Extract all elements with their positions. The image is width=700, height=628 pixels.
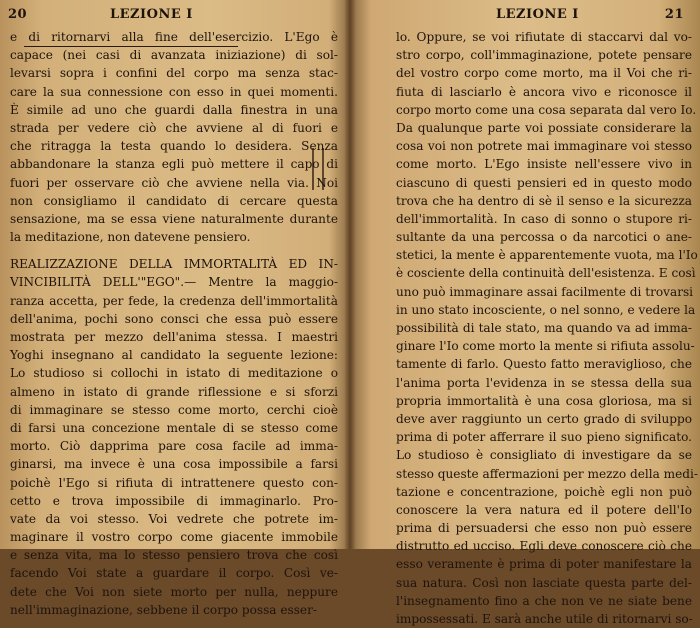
text-line: sensazione, ma se essa viene naturalmente durante [10, 211, 338, 226]
left-page [0, 0, 344, 617]
right-page-text [396, 28, 698, 628]
text-line: che ritragga la testa quando lo desidera. Senza [10, 139, 338, 154]
text-line: distrutto ed ucciso. Egli deve conoscere ciò che [396, 539, 692, 554]
text-line: strada per vedere ciò che avviene al di fuori e [10, 120, 338, 135]
text-line: l'insegnamento fino a che non ve ne siate bene [396, 593, 692, 608]
text-line: l'anima porta l'evidenza in se stessa della sua [396, 375, 692, 390]
text-line: abbandonare la stanza egli può mettere il capo di [10, 157, 338, 172]
text-line: la meditazione, non datevene pensiero. [10, 230, 251, 245]
text-line: dell'immortalità. In caso di sonno o stupore ri- [396, 211, 692, 226]
text-line: levarsi sopra i confini del corpo ma senza stac- [10, 66, 338, 81]
text-line: morto. Ciò dapprima pare cosa facile ad imma- [10, 439, 338, 454]
text-line: deve aver raggiunto un certo grado di sviluppo [396, 411, 692, 426]
text-line: poichè l'Ego si rifiuta di intrattenere questo con- [10, 475, 338, 490]
text-line: del vostro corpo come morto, ma il Voi che ri- [396, 66, 692, 81]
text-line: mostrata per mezzo dell'anima stessa. I maestri [10, 330, 338, 344]
text-line: propria immortalità è una cosa gloriosa, ma si [396, 393, 692, 408]
right-page-header [356, 6, 700, 24]
text-line: cetto e trova impossibile di immaginarlo. Pro- [10, 493, 338, 508]
text-line: nell'immaginazione, sebbene il corpo possa esser- [10, 602, 317, 617]
text-line: ciascuno di questi pensieri ed in questo modo [396, 175, 692, 190]
left-page-header [0, 6, 344, 24]
text-line: possibilità di tale stato, ma quando va ad imma- [396, 321, 692, 335]
text-line: facendo Voi state a guardare il corpo. Così ve- [10, 566, 338, 581]
text-line: e di ritornarvi alla fine dell'esercizio. L'Ego è [10, 30, 338, 44]
text-line: esso veramente è prima di poter manifestare la [396, 557, 692, 572]
text-line: fuori per osservare ciò che avviene nella via. Noi [10, 175, 338, 190]
text-line: sultante da una percossa o da narcotici o ane- [396, 230, 692, 245]
text-line: ginare l'Io come morto la mente si rifiuta assolu- [396, 339, 695, 354]
text-line: uno può immaginare assai facilmente di trovarsi [396, 284, 694, 299]
text-line: conoscere la vera natura ed il potere dell'Io [396, 502, 692, 517]
text-line: corpo morto come una cosa separata dal vero Io. [396, 102, 697, 117]
text-line: ranza accetta, per fede, la credenza dell'immortalità [10, 293, 338, 308]
text-line: stesso queste affermazioni per mezzo della medi- [396, 466, 698, 481]
text-line: tazione e concentrazione, poichè egli non può [396, 484, 692, 499]
text-line: tamente di farlo. Questo fatto meraviglioso, che [396, 357, 692, 372]
text-line: care la sua connessione con esso in quei momenti. [10, 84, 338, 99]
text-line: trova che ha dentro di sè il senso e la sicurezza [396, 193, 692, 208]
text-line: vate da voi stesso. Voi vedrete che potrete im- [10, 511, 338, 526]
text-line: è cosciente della continuità dell'esistenza. E così [396, 266, 696, 281]
text-line: REALIZZAZIONE DELLA IMMORTALITÀ ED IN- [10, 257, 338, 272]
text-line: dell'anima, pochi sono consci che essa può essere [10, 311, 338, 326]
text-line: stro corpo, coll'immaginazione, potete pensare [396, 48, 692, 63]
text-line: Lo studioso si collochi in istato di meditazione o [10, 366, 338, 381]
text-line: lo. Oppure, se voi rifiutate di staccarvi dal vo- [396, 30, 692, 44]
text-line: sua natura. Così non lasciate questa parte del- [396, 575, 692, 590]
text-line: dete che Voi non siete morto per nulla, neppure [10, 584, 338, 599]
text-line: almeno in istato di grande riflessione e si sforzi [10, 384, 338, 399]
text-line: Lo studioso è consigliato di investigare da se [396, 448, 692, 463]
text-line: impossessati. E sarà anche utile di ritornarvi so- [396, 612, 693, 626]
text-line: come morto. L'Ego insiste nell'essere vivo in [396, 157, 692, 172]
right-running-title: LEZIONE I [496, 7, 579, 22]
text-line: capace (nei casi di avanzata iniziazione) di sol- [10, 48, 338, 63]
left-page-text [10, 28, 338, 619]
text-line: stetici, la mente è apparentemente vuota, ma l'Io [396, 248, 698, 263]
text-line: in uno stato incosciente, o nel sonno, e vedere la [396, 302, 696, 317]
text-line: di immaginare se stesso come morto, cerchi cioè [10, 402, 338, 417]
right-page-number: 21 [664, 7, 684, 22]
text-line: maginare il vostro corpo come giacente immobile [10, 530, 338, 545]
text-line: di farsi una concezione mentale di se stesso come [10, 420, 338, 435]
text-line: ginarsi, ma invece è una cosa impossibile a farsi [10, 457, 338, 472]
text-line: cosa voi non potrete mai immaginare voi stesso [396, 139, 692, 154]
text-line: Yoghi insegnano al candidato la seguente lezione: [10, 348, 338, 363]
right-page [356, 0, 700, 626]
text-line: fiuta di lasciarlo è ancora vivo e riconosce il [396, 84, 692, 99]
text-line: prima di persuadersi che esso non può essere [396, 521, 692, 536]
paragraph-gap [10, 246, 338, 255]
text-line: prima di poter afferrare il suo pieno significato. [396, 430, 692, 445]
text-line: VINCIBILITÀ DELL'"EGO".— Mentre la maggio- [10, 275, 338, 290]
left-page-number: 20 [8, 7, 28, 22]
text-line: e senza vita, ma lo stesso pensiero trova che così [10, 548, 338, 563]
left-running-title: LEZIONE I [110, 7, 193, 22]
text-line: non consigliamo il candidato di cercare questa [10, 193, 338, 208]
book-gutter [344, 0, 356, 549]
text-line: Da qualunque parte voi possiate considerare la [396, 120, 692, 135]
text-line: È simile ad uno che guardi dalla finestra in una [10, 102, 338, 117]
